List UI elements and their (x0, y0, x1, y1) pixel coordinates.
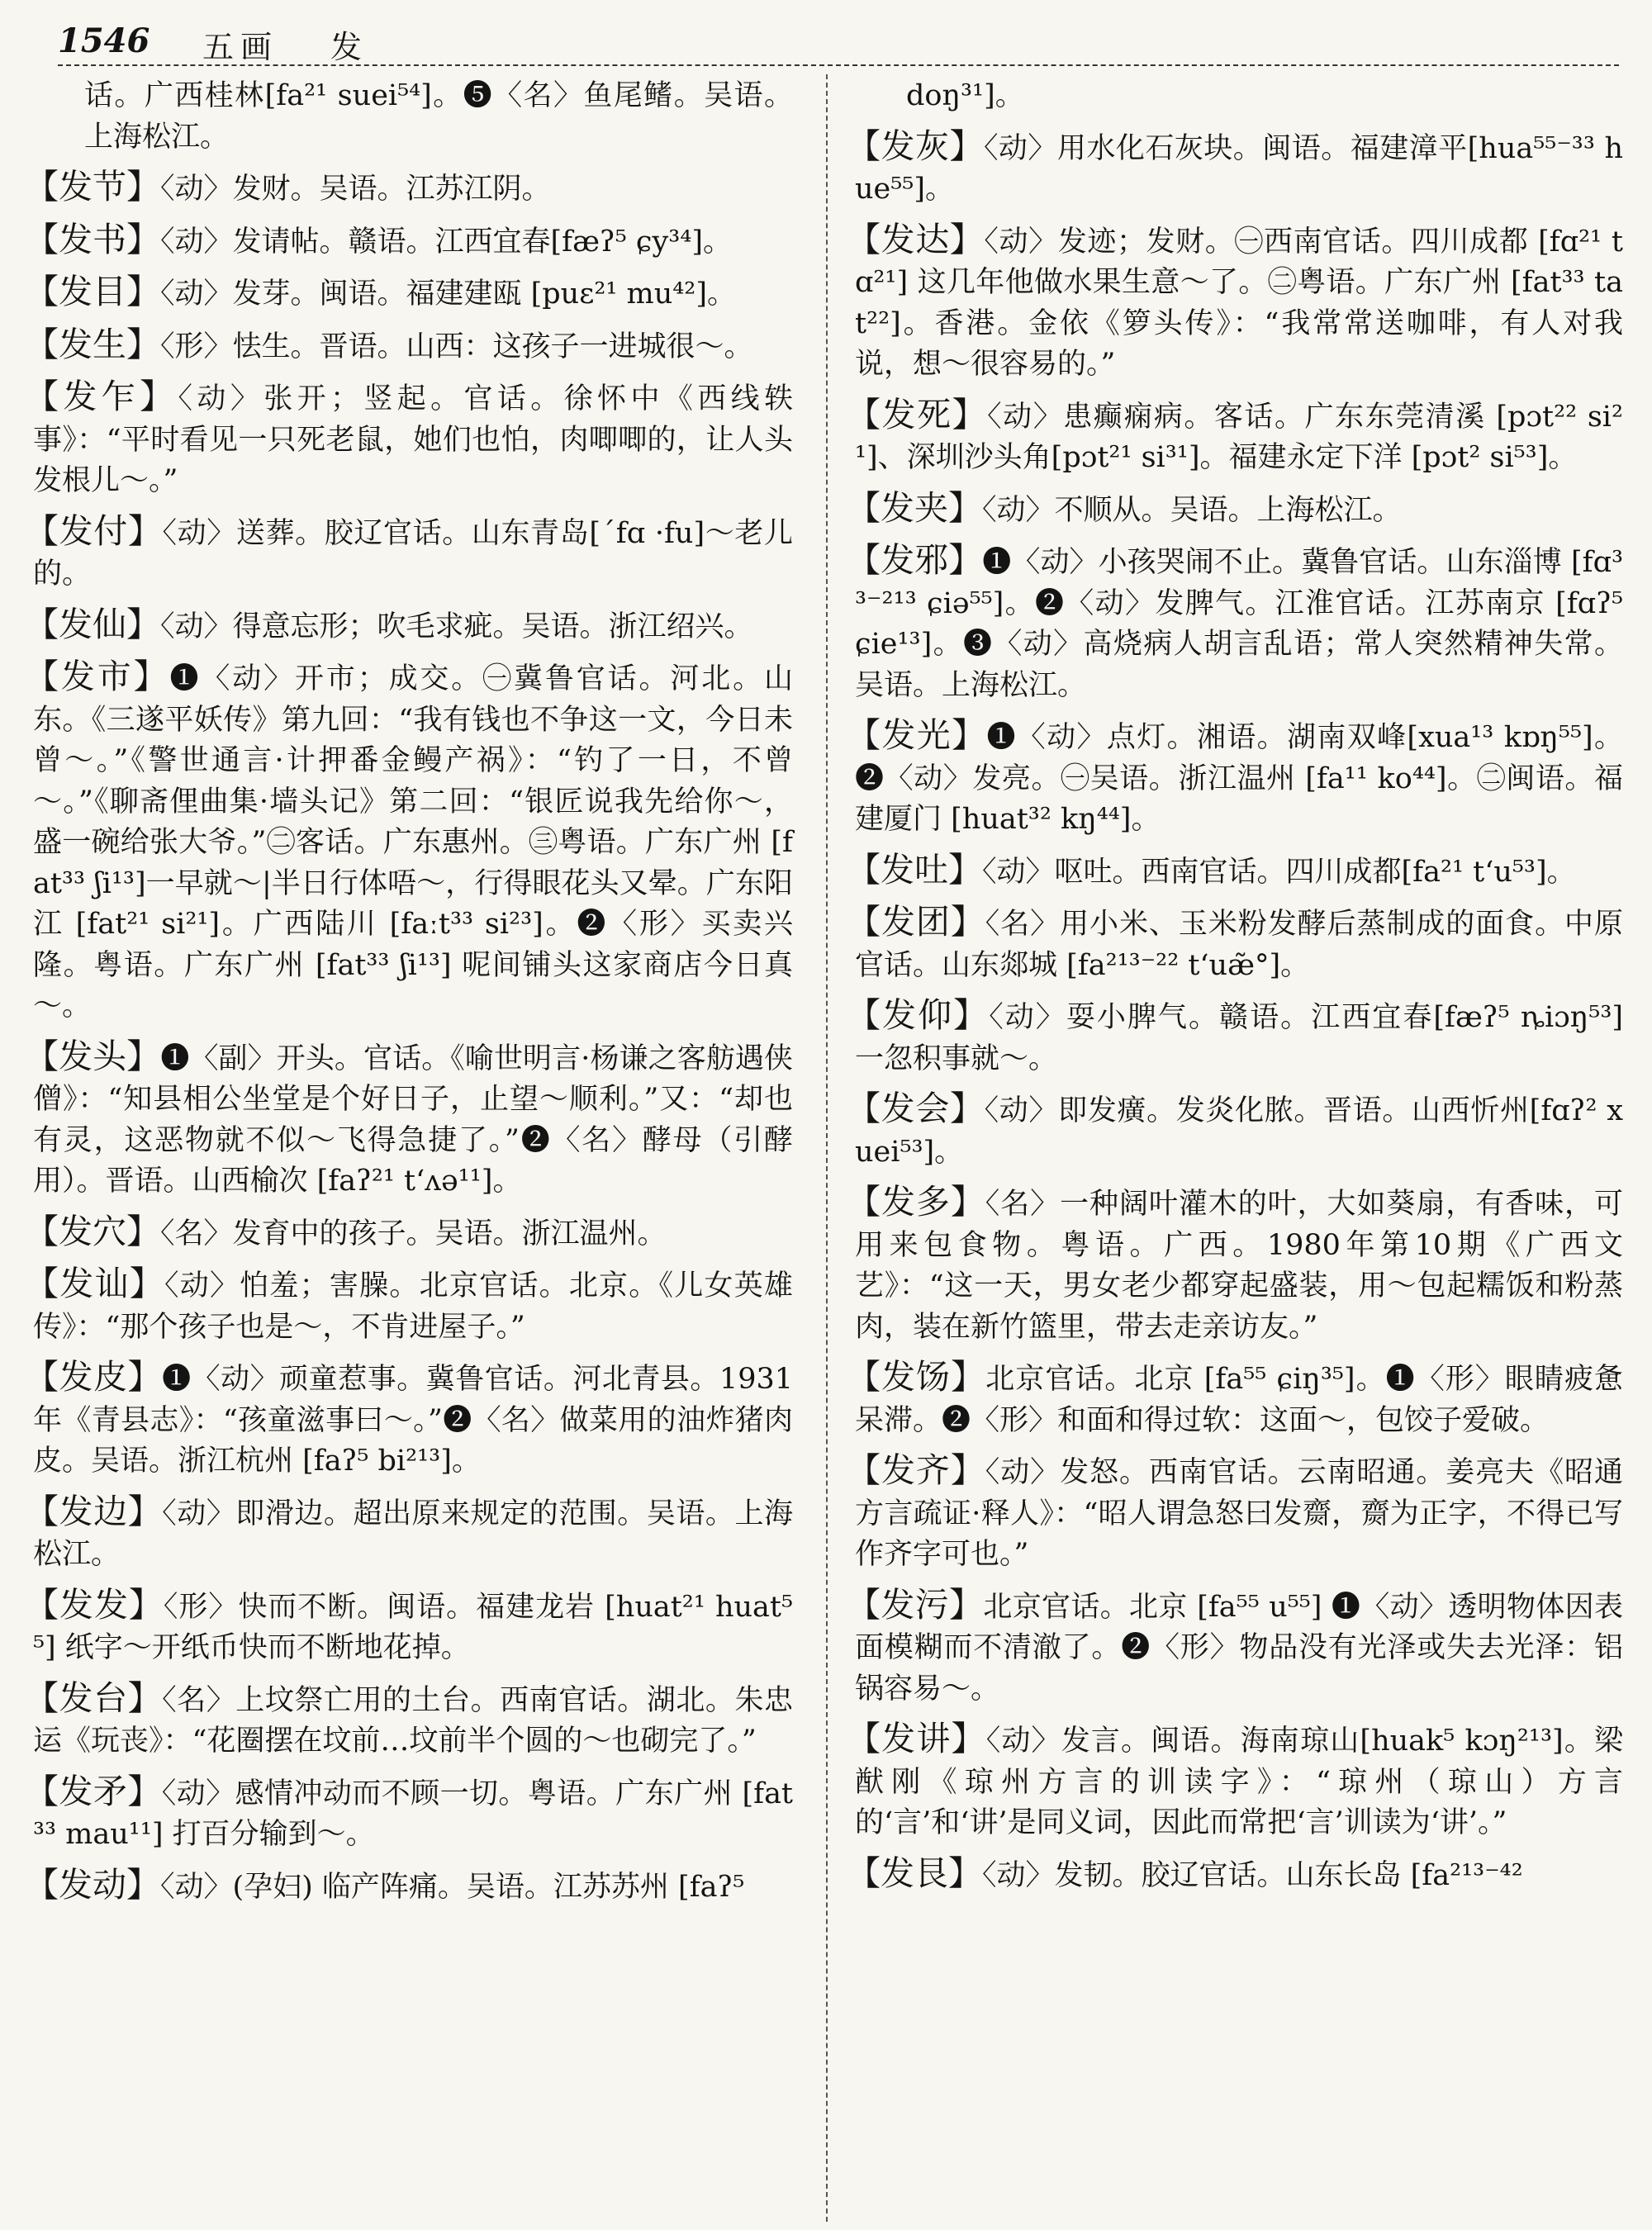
entry-definition: 北京官话。北京 [fa⁵⁵ ɕiŋ³⁵]。❶〈形〉眼睛疲惫呆滞。❷〈形〉和面和得过软：这面～，包饺子爱破。 (855, 1363, 1624, 1437)
right-column (847, 76, 1624, 1905)
entry-definition: 〈动〉发言。闽语。海南琼山[huak⁵ kɔŋ²¹³]。梁猷刚《琼州方言的训读字》：“琼州（琼山）方言的‘言’和‘讲’是同义词，因此而常把‘言’训读为‘讲’。” (855, 1725, 1623, 1839)
entry-headword: 【发目】 (25, 272, 160, 311)
entry-definition: ❶〈副〉开头。官话。《喻世明言·杨谦之客舫遇侠僧》：“知县相公坐堂是个好日子，止望～顺利。”又：“却也有灵，这恶物就不似～飞得急捷了。”❷〈名〉酵母（引酵用）。晋语。山西榆次 [faʔ²¹ tʻʌə¹¹]。 (33, 1041, 793, 1198)
dictionary-entry (847, 1182, 1623, 1348)
dictionary-entry (847, 540, 1624, 706)
entry-definition: ❶〈动〉顽童惹事。冀鲁官话。河北青县。1931年《青县志》：“孩童滋事曰～。”❷〈名〉做菜用的油炸猪肉皮。吴语。浙江杭州 [faʔ⁵ bi²¹³]。 (33, 1363, 794, 1478)
entry-headword: 【发吐】 (847, 849, 982, 890)
entry-headword: 【发饧】 (847, 1357, 986, 1397)
page-number: 1546 (58, 21, 150, 60)
entry-definition: 〈动〉感情冲动而不顾一切。粤语。广东广州 [fat³³ mau¹¹] 打百分输到～。 (33, 1777, 793, 1851)
dictionary-entry (25, 324, 793, 368)
dictionary-entry (847, 902, 1623, 986)
entry-definition: 〈动〉怕羞；害臊。北京官话。北京。《儿女英雄传》：“那个孩子也是～，不肯进屋子。” (33, 1269, 793, 1344)
entry-headword: 【发死】 (847, 394, 988, 434)
entry-headword: 【发夹】 (847, 487, 982, 528)
entry-headword: 【发台】 (25, 1677, 163, 1718)
dictionary-entry (847, 1450, 1623, 1576)
column-divider (826, 74, 828, 2222)
dictionary-entry (847, 1357, 1624, 1441)
dictionary-entry (25, 1036, 793, 1203)
entry-headword: 【发艮】 (847, 1853, 982, 1893)
entry-headword: 【发书】 (25, 219, 160, 259)
entry-headword: 【发达】 (847, 219, 985, 259)
entry-definition: 〈动〉患癫痫病。客话。广东东莞清溪 [pɔt²² si²¹]、深圳沙头角[pɔt²¹ si³¹]。福建永定下洋 [pɔt² si⁵³]。 (855, 400, 1623, 474)
header-character: 发 (330, 29, 363, 65)
entry-headword: 【发矛】 (25, 1771, 162, 1811)
entry-definition: 〈动〉发芽。闽语。福建建瓯 [puɛ²¹ mu⁴²]。 (160, 278, 736, 311)
dictionary-entry (25, 510, 794, 595)
dictionary-entry (847, 1089, 1623, 1173)
entry-headword: 【发皮】 (25, 1357, 163, 1397)
entry-definition: ❶〈动〉开市；成交。㊀冀鲁官话。河北。山东。《三遂平妖传》第九回：“我有钱也不争这一文，今日未曾～。”《警世通言·计押番金鳗产祸》：“钓了一日，不曾～。”《聊斋俚曲集·墙头记》第二回：“银匠说我先给你～，盛一碗给张大爷。”㊁客话。广东惠州。㊂粤语。广东广州 [fat³³ ʃi¹³]一早就～|半日行体唔～，行得眼花头又晕。广东阳江 [fat²¹ si²¹]。广西陆川 [faːt³³ si²³]。❷〈形〉买卖兴隆。粤语。广东广州 [fat³³ ʃi¹³] 呢间铺头这家商店今日真～。 (33, 662, 793, 1022)
dictionary-entry (847, 1853, 1623, 1897)
page-header (58, 15, 1619, 66)
entry-headword: 【发发】 (25, 1584, 164, 1625)
entry-definition: 〈动〉送葬。胶辽官话。山东青岛[ˊfɑ ·fu]～老儿的。 (33, 516, 794, 591)
entry-definition: 〈动〉发迹；发财。㊀西南官话。四川成都 [fɑ²¹ tɑ²¹] 这几年他做水果生意～了。㊁粤语。广东广州 [fat³³ tat²²]。香港。金依《箩头传》：“我常常送咖啡，有人对我说，想～很容易的。” (855, 225, 1623, 381)
entry-definition: 〈动〉不顺从。吴语。上海松江。 (982, 493, 1402, 527)
dictionary-entry (847, 715, 1623, 841)
dictionary-entry (25, 167, 793, 211)
dictionary-entry (25, 657, 793, 1027)
entry-headword: 【发穴】 (25, 1211, 160, 1251)
entry-definition: 〈动〉张开；竖起。官话。徐怀中《西线轶事》：“平时看见一只死老鼠，她们也怕，肉唧唧的，让人头发根儿～。” (33, 382, 793, 497)
entry-headword: 【发边】 (25, 1491, 163, 1531)
entry-definition: 〈动〉(孕妇) 临产阵痛。吴语。江苏苏州 [faʔ⁵ (160, 1870, 745, 1904)
entry-headword: 【发市】 (25, 657, 170, 696)
entry-definition: ❶〈动〉小孩哭闹不止。冀鲁官话。山东淄博 [fɑ³³⁻²¹³ ɕiə⁵⁵]。❷〈动〉发脾气。江淮官话。江苏南京 [fɑʔ⁵ ɕie¹³]。❸〈动〉高烧病人胡言乱语；常人突然精神失常。吴语。上海松江。 (855, 546, 1624, 702)
dictionary-entry (25, 1771, 793, 1856)
section-title: 五画 (202, 29, 279, 65)
entry-headword: 【发齐】 (847, 1450, 985, 1490)
entry-continuation (855, 76, 1623, 117)
dictionary-entry (25, 1677, 794, 1763)
dictionary-entry (847, 1584, 1623, 1710)
entry-headword: 【发仰】 (847, 995, 990, 1035)
entry-headword: 【发讪】 (25, 1264, 164, 1303)
dictionary-entry (25, 1584, 794, 1669)
dictionary-entry (25, 1864, 793, 1909)
dictionary-entry (25, 219, 793, 263)
entry-headword: 【发乍】 (25, 377, 178, 416)
entry-definition: 〈动〉发怒。西南官话。云南昭通。姜亮夫《昭通方言疏证·释人》：“昭人谓急怒曰发齌，齌为正字，不得已写作齐字可也。” (855, 1456, 1623, 1571)
dictionary-entry (25, 272, 793, 316)
entry-headword: 【发光】 (847, 715, 987, 755)
entry-definition: 〈动〉呕吐。西南官话。四川成都[fa²¹ tʻu⁵³]。 (982, 855, 1576, 889)
entry-headword: 【发付】 (25, 510, 163, 551)
entry-headword: 【发节】 (25, 167, 160, 206)
entry-definition: 北京官话。北京 [fa⁵⁵ u⁵⁵] ❶〈动〉透明物体因表面模糊而不清澈了。❷〈形〉物品没有光泽或失去光泽：铝锅容易～。 (855, 1590, 1623, 1706)
entry-definition: doŋ³¹]。 (906, 79, 1024, 112)
left-column (25, 76, 794, 1917)
entry-headword: 【发多】 (847, 1182, 985, 1222)
entry-definition: 话。广西桂林[fa²¹ suei⁵⁴]。❺〈名〉鱼尾鳍。吴语。上海松江。 (84, 79, 793, 154)
dictionary-entry (25, 604, 793, 648)
entry-definition: ❶〈动〉点灯。湘语。湖南双峰[xua¹³ kɒŋ⁵⁵]。❷〈动〉发亮。㊀吴语。浙江温州 [fa¹¹ ko⁴⁴]。㊁闽语。福建厦门 [huat³² kŋ⁴⁴]。 (855, 721, 1623, 836)
entry-headword: 【发生】 (25, 324, 160, 364)
dictionary-entry (847, 995, 1623, 1079)
entry-headword: 【发头】 (25, 1036, 161, 1076)
entry-definition: 〈动〉发请帖。赣语。江西宜春[fæʔ⁵ ɕy³⁴]。 (160, 225, 733, 259)
entry-headword: 【发灰】 (847, 126, 984, 166)
dictionary-entry (847, 487, 1623, 532)
dictionary-entry (25, 1491, 794, 1576)
entry-definition: 〈动〉用水化石灰块。闽语。福建漳平[hua⁵⁵⁻³³ hue⁵⁵]。 (855, 131, 1624, 206)
dictionary-entry (847, 849, 1623, 894)
entry-headword: 【发污】 (847, 1584, 984, 1625)
entry-headword: 【发动】 (25, 1864, 160, 1905)
entry-definition: 〈动〉发财。吴语。江苏江阴。 (160, 173, 551, 206)
dictionary-entry (25, 377, 793, 502)
entry-continuation (33, 76, 793, 158)
entry-headword: 【发讲】 (847, 1719, 986, 1758)
entry-definition: 〈名〉用小米、玉米粉发酵后蒸制成的面食。中原官话。山东郯城 [fa²¹³⁻²² tʻuæ̃°]。 (855, 908, 1623, 982)
entry-headword: 【发会】 (847, 1089, 985, 1128)
entry-headword: 【发团】 (847, 902, 985, 942)
entry-headword: 【发邪】 (847, 540, 983, 580)
dictionary-entry (847, 1719, 1623, 1844)
dictionary-entry (847, 126, 1624, 211)
entry-definition: 〈动〉即发癀。发炎化脓。晋语。山西忻州[fɑʔ² xuei⁵³]。 (855, 1094, 1623, 1169)
entry-definition: 〈形〉怯生。晋语。山西：这孩子一进城很～。 (160, 330, 753, 363)
entry-headword: 【发仙】 (25, 604, 160, 644)
entry-definition: 〈动〉即滑边。超出原来规定的范围。吴语。上海松江。 (33, 1497, 794, 1571)
entry-definition: 〈形〉快而不断。闽语。福建龙岩 [huat²¹ huat⁵⁵] 纸字～开纸币快而不断地花掉。 (33, 1590, 794, 1664)
dictionary-entry (847, 219, 1623, 386)
dictionary-entry (25, 1211, 793, 1255)
entry-definition: 〈名〉发育中的孩子。吴语。浙江温州。 (160, 1217, 667, 1250)
entry-definition: 〈名〉上坟祭亡用的土台。西南官话。湖北。朱忠运《玩丧》：“花圈摆在坟前…坟前半个圆的～也砌完了。” (33, 1683, 794, 1758)
entry-definition: 〈动〉得意忘形；吹毛求疵。吴语。浙江绍兴。 (160, 610, 753, 643)
dictionary-entry (25, 1264, 793, 1348)
dictionary-entry (847, 394, 1623, 479)
entry-definition: 〈名〉一种阔叶灌木的叶，大如葵扇，有香味，可用来包食物。粤语。广西。1980年第10期《广西文艺》：“这一天，男女老少都穿起盛装，用～包起糯饭和粉蒸肉，装在新竹篮里，带去走亲访友。” (855, 1188, 1623, 1344)
entry-definition: 〈动〉发韧。胶辽官话。山东长岛 [fa²¹³⁻⁴² (982, 1858, 1523, 1892)
dictionary-entry (25, 1357, 794, 1483)
entry-definition: 〈动〉耍小脾气。赣语。江西宜春[fæʔ⁵ ȵiɔŋ⁵³] 一忽积事就～。 (855, 1001, 1623, 1075)
